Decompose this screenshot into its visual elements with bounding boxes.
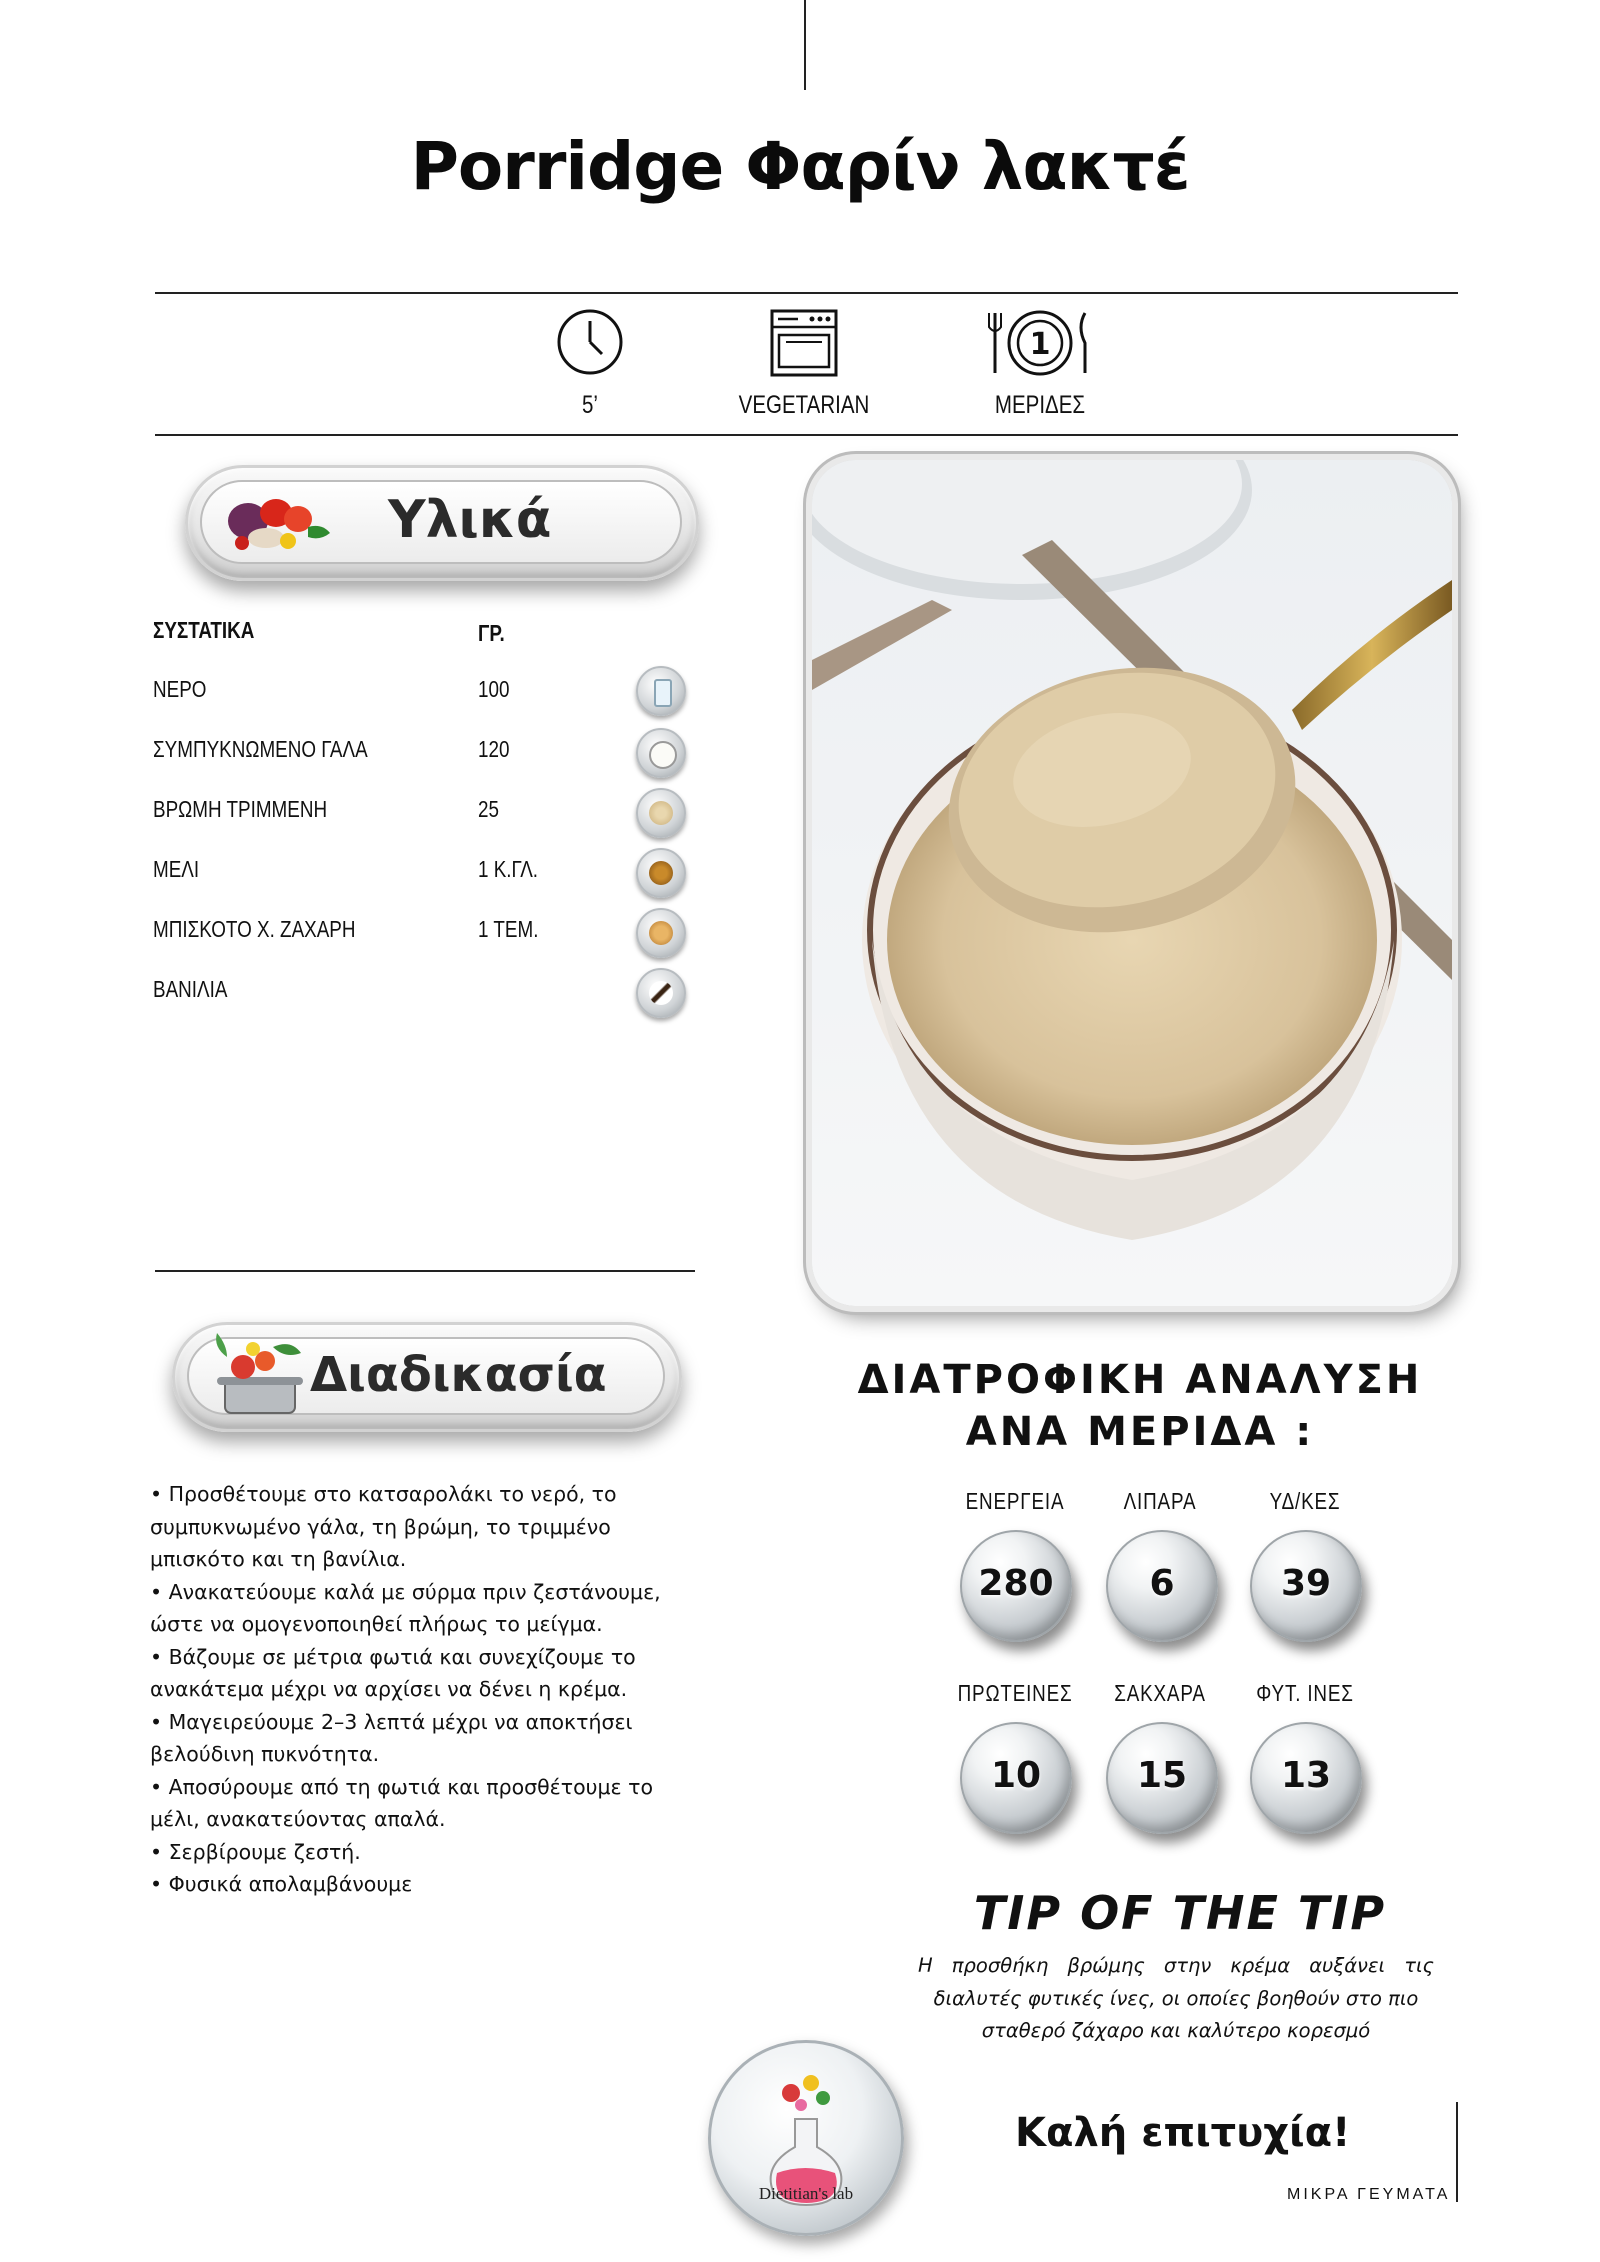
- procedure-line: ώστε να ομογενοποιηθεί πλήρως το μείγμα.: [150, 1612, 603, 1636]
- procedure-header: [172, 1322, 682, 1432]
- ingredient-row: [153, 916, 693, 966]
- meta-diet: [724, 305, 884, 425]
- ingredient-row: [153, 676, 693, 726]
- servings-count: 1: [1029, 327, 1051, 362]
- oats-icon: [636, 788, 686, 838]
- ingredient-name: ΒΡΩΜΗ ΤΡΙΜΜΕΝΗ: [153, 796, 328, 822]
- tip-title: TIP OF THE TIP: [973, 1886, 1387, 1940]
- meta-bottom-rule: [155, 434, 1458, 436]
- nutrient-value-bubble: [1106, 1530, 1218, 1642]
- procedure-line: • Βάζουμε σε μέτρια φωτιά και συνεχίζουμε το: [150, 1644, 636, 1669]
- page-title: Porridge Φαρίν λακτέ: [410, 128, 1190, 205]
- meta-diet-label: VEGETARIAN: [738, 391, 870, 419]
- procedure-line: • Φυσικά απολαμβάνουμε: [150, 1872, 413, 1896]
- ingredient-row: [153, 736, 693, 786]
- tip-text: [918, 1950, 1434, 2048]
- nutrient-value: 15: [1136, 1755, 1188, 1796]
- dietitians-lab-logo: [708, 2040, 904, 2236]
- ingredient-name: ΜΠΙΣΚΟΤΟ Χ. ΖΑΧΑΡΗ: [153, 916, 356, 942]
- milk-icon: [636, 728, 686, 778]
- plate-icon: [985, 307, 1095, 379]
- biscuit-icon: [636, 908, 686, 958]
- water-glass-icon: [636, 666, 686, 716]
- nutrient-value: 39: [1280, 1563, 1332, 1604]
- procedure-rule: [155, 1270, 695, 1272]
- flask-icon: [711, 2043, 901, 2233]
- nutrient-value-bubble: [1250, 1722, 1362, 1834]
- meta-time: [540, 305, 640, 425]
- ingredients-col-qty: ΓΡ.: [478, 620, 505, 646]
- procedure-line: ανακάτεμα μέχρι να αρχίσει να δένει η κρέμα.: [150, 1677, 628, 1701]
- procedure-line: • Σερβίρουμε ζεστή.: [150, 1839, 361, 1864]
- oven-icon: [768, 307, 840, 379]
- nutrient-value-bubble: [1250, 1530, 1362, 1642]
- dish-photo: [812, 460, 1452, 1306]
- ingredients-header: [185, 465, 699, 581]
- logo-text: Dietitian's lab: [758, 2184, 854, 2203]
- nutrient-value: 6: [1149, 1563, 1175, 1604]
- ingredient-qty: 1 ΤΕΜ.: [478, 916, 539, 942]
- nutrient-value-bubble: [960, 1530, 1072, 1642]
- porridge-bowl-image: [812, 460, 1452, 1306]
- nutrient-label: ΥΔ/ΚΕΣ: [1269, 1488, 1341, 1514]
- nutrient-value: 280: [978, 1563, 1054, 1604]
- tip-line: Η προσθήκη βρώμης στην κρέμα αυξάνει τις: [918, 1954, 1434, 1977]
- meta-servings-label: ΜΕΡΙΔΕΣ: [994, 391, 1086, 419]
- procedure-steps: [150, 1478, 710, 1901]
- ingredient-qty: 1 Κ.ΓΛ.: [478, 856, 539, 882]
- meta-top-rule: [155, 292, 1458, 294]
- ingredient-name: ΜΕΛΙ: [153, 856, 200, 882]
- meta-servings: [975, 305, 1105, 425]
- procedure-line: μπισκότο και τη βανίλια.: [150, 1547, 407, 1571]
- procedure-line: • Προσθέτουμε στο κατσαρολάκι το νερό, το: [150, 1482, 617, 1506]
- footer-divider: [1456, 2102, 1458, 2202]
- ingredient-qty: 25: [478, 796, 499, 822]
- procedure-line: • Μαγειρεύουμε 2–3 λεπτά μέχρι να αποκτήσει: [150, 1709, 633, 1734]
- closing-message: Καλή επιτυχία!: [1015, 2110, 1351, 2156]
- tip-line: διαλυτές φυτικές ίνες, οι οποίες βοηθούν στο πιο: [933, 1986, 1419, 2010]
- nutrition-title-line1: ΔΙΑΤΡΟΦΙΚΗ ΑΝΑΛΥΣΗ: [857, 1357, 1423, 1403]
- nutrient-label: ΠΡΩΤΕΙΝΕΣ: [957, 1680, 1073, 1706]
- procedure-title: Διαδικασία: [310, 1347, 607, 1403]
- meta-time-label: 5’: [582, 391, 598, 419]
- procedure-line: μέλι, ανακατεύοντας απαλά.: [150, 1807, 446, 1831]
- honey-icon: [636, 848, 686, 898]
- nutrient-value: 13: [1280, 1755, 1332, 1796]
- ingredient-row: [153, 976, 693, 1026]
- procedure-line: • Αποσύρουμε από τη φωτιά και προσθέτουμε το: [150, 1774, 654, 1799]
- ingredient-row: [153, 856, 693, 906]
- nutrition-title-line2: ΑΝΑ ΜΕΡΙΔΑ :: [965, 1409, 1315, 1455]
- vanilla-icon: [636, 968, 686, 1018]
- cooking-pot-icon: [203, 1327, 323, 1427]
- nutrient-value-bubble: [1106, 1722, 1218, 1834]
- nutrient-label: ΕΝΕΡΓΕΙΑ: [965, 1488, 1065, 1514]
- footer-category: ΜΙΚΡΑ ΓΕΥΜΑΤΑ: [1287, 2186, 1451, 2203]
- vegetables-icon: [218, 483, 338, 563]
- nutrient-value-bubble: [960, 1722, 1072, 1834]
- top-divider: [804, 0, 806, 90]
- ingredient-name: ΝΕΡΟ: [153, 676, 207, 702]
- ingredients-col-name: ΣΥΣΤΑΤΙΚΑ: [153, 617, 255, 643]
- tip-line: σταθερό ζάχαρο και καλύτερο κορεσμό: [981, 2019, 1371, 2042]
- ingredient-qty: 120: [478, 736, 510, 762]
- ingredient-name: ΒΑΝΙΛΙΑ: [153, 976, 228, 1002]
- nutrient-label: ΣΑΚΧΑΡΑ: [1114, 1680, 1206, 1706]
- nutrient-value: 10: [990, 1755, 1042, 1796]
- nutrient-label: ΦΥΤ. ΙΝΕΣ: [1256, 1680, 1354, 1706]
- procedure-line: • Ανακατεύουμε καλά με σύρμα πριν ζεστάνουμε,: [150, 1579, 661, 1604]
- ingredient-qty: 100: [478, 676, 510, 702]
- ingredient-row: [153, 796, 693, 846]
- nutrient-label: ΛΙΠΑΡΑ: [1123, 1488, 1197, 1514]
- clock-icon: [555, 307, 625, 377]
- ingredient-name: ΣΥΜΠΥΚΝΩΜΕΝΟ ΓΑΛΑ: [153, 736, 368, 762]
- ingredients-title: Υλικά: [388, 490, 552, 550]
- procedure-line: βελούδινη πυκνότητα.: [150, 1742, 380, 1766]
- nutrition-title: [840, 1354, 1440, 1458]
- procedure-line: συμπυκνωμένο γάλα, τη βρώμη, το τριμμένο: [150, 1514, 611, 1539]
